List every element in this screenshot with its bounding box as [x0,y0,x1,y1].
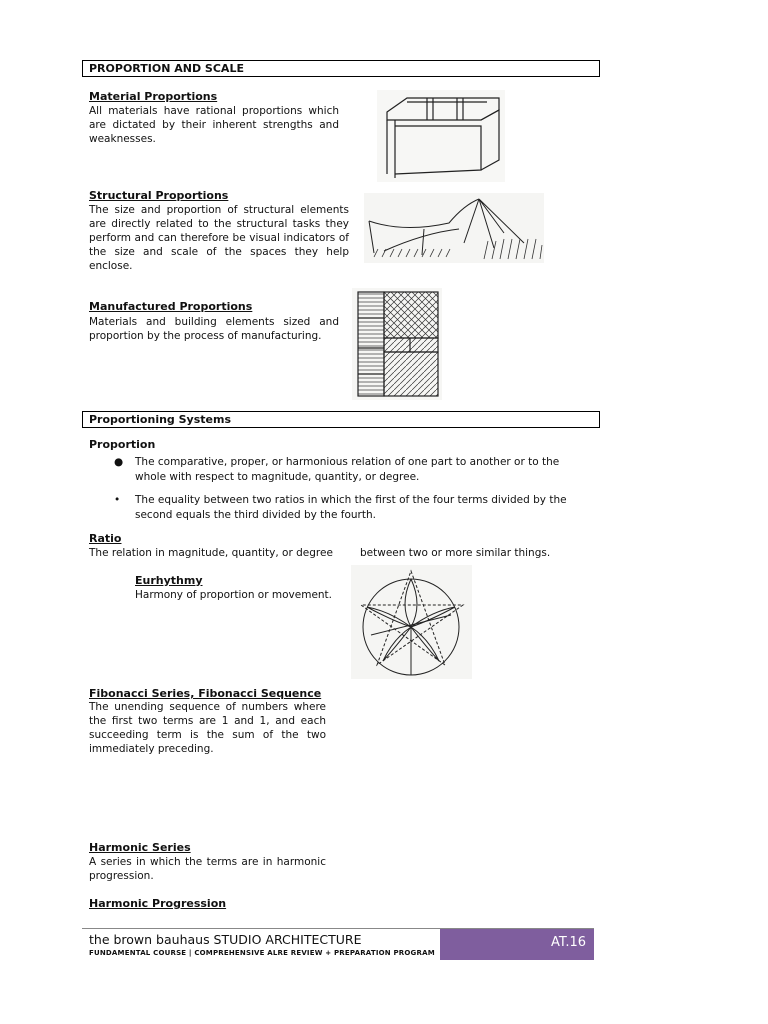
structural-proportions-text: The size and proportion of structural elements are directly related to the structural tasks they perform and can therefore be visual indicators of the size and scale of the spaces they help enclose. [89,204,349,272]
proportion-heading: Proportion [89,438,156,451]
page-code: AT.16 [551,935,586,950]
manufactured-proportions-text: Materials and building elements sized and proportion by the process of manufacturing. [89,316,339,342]
eurhythmy-pentagram-sketch [351,565,472,679]
manufactured-proportions-sketch [352,288,442,400]
material-proportions-sketch [377,90,505,182]
ratio-heading: Ratio [89,532,122,545]
fibonacci-text: The unending sequence of numbers where the first two terms are 1 and 1, and each succeeding term is the sum of the two immediately preceding. [89,701,326,755]
material-proportions-text: All materials have rational proportions which are dictated by their inherent strengths and weaknesses. [89,105,339,145]
list-item: • The equality between two ratios in which the first of the four terms divided by the second equals the third divided by the fourth. [114,494,567,521]
material-proportions-heading: Material Proportions [89,90,218,103]
proportion-bullet-list [90,455,590,531]
bullet-icon: • [114,494,121,506]
footer-title: the brown bauhaus STUDIO ARCHITECTURE [89,932,362,947]
footer-page-badge [440,929,594,960]
eurhythmy-text: Harmony of proportion or movement. [135,589,333,601]
bullet-icon: ● [114,456,124,468]
ratio-text-right: between two or more similar things. [360,547,551,559]
harmonic-series-text: A series in which the terms are in harmonic progression. [89,856,326,882]
ratio-text-left: The relation in magnitude, quantity, or degree [89,547,333,559]
structural-proportions-heading: Structural Proportions [89,189,229,202]
section-header-proportioning-systems: Proportioning Systems [82,411,600,428]
eurhythmy-heading: Eurhythmy [135,574,203,587]
harmonic-series-heading: Harmonic Series [89,841,191,854]
fibonacci-heading: Fibonacci Series, Fibonacci Sequence [89,687,322,700]
section-header-proportion-scale: PROPORTION AND SCALE [82,60,600,77]
harmonic-progression-heading: Harmonic Progression [89,897,227,910]
structural-proportions-sketch [364,193,544,263]
footer-subtitle: FUNDAMENTAL COURSE | COMPREHENSIVE ALRE REVIEW + PREPARATION PROGRAM [89,949,435,957]
manufactured-proportions-heading: Manufactured Proportions [89,300,253,313]
list-item: ● The comparative, proper, or harmonious relation of one part to another or to the whole with respect to magnitude, quantity, or degree. [114,456,560,483]
